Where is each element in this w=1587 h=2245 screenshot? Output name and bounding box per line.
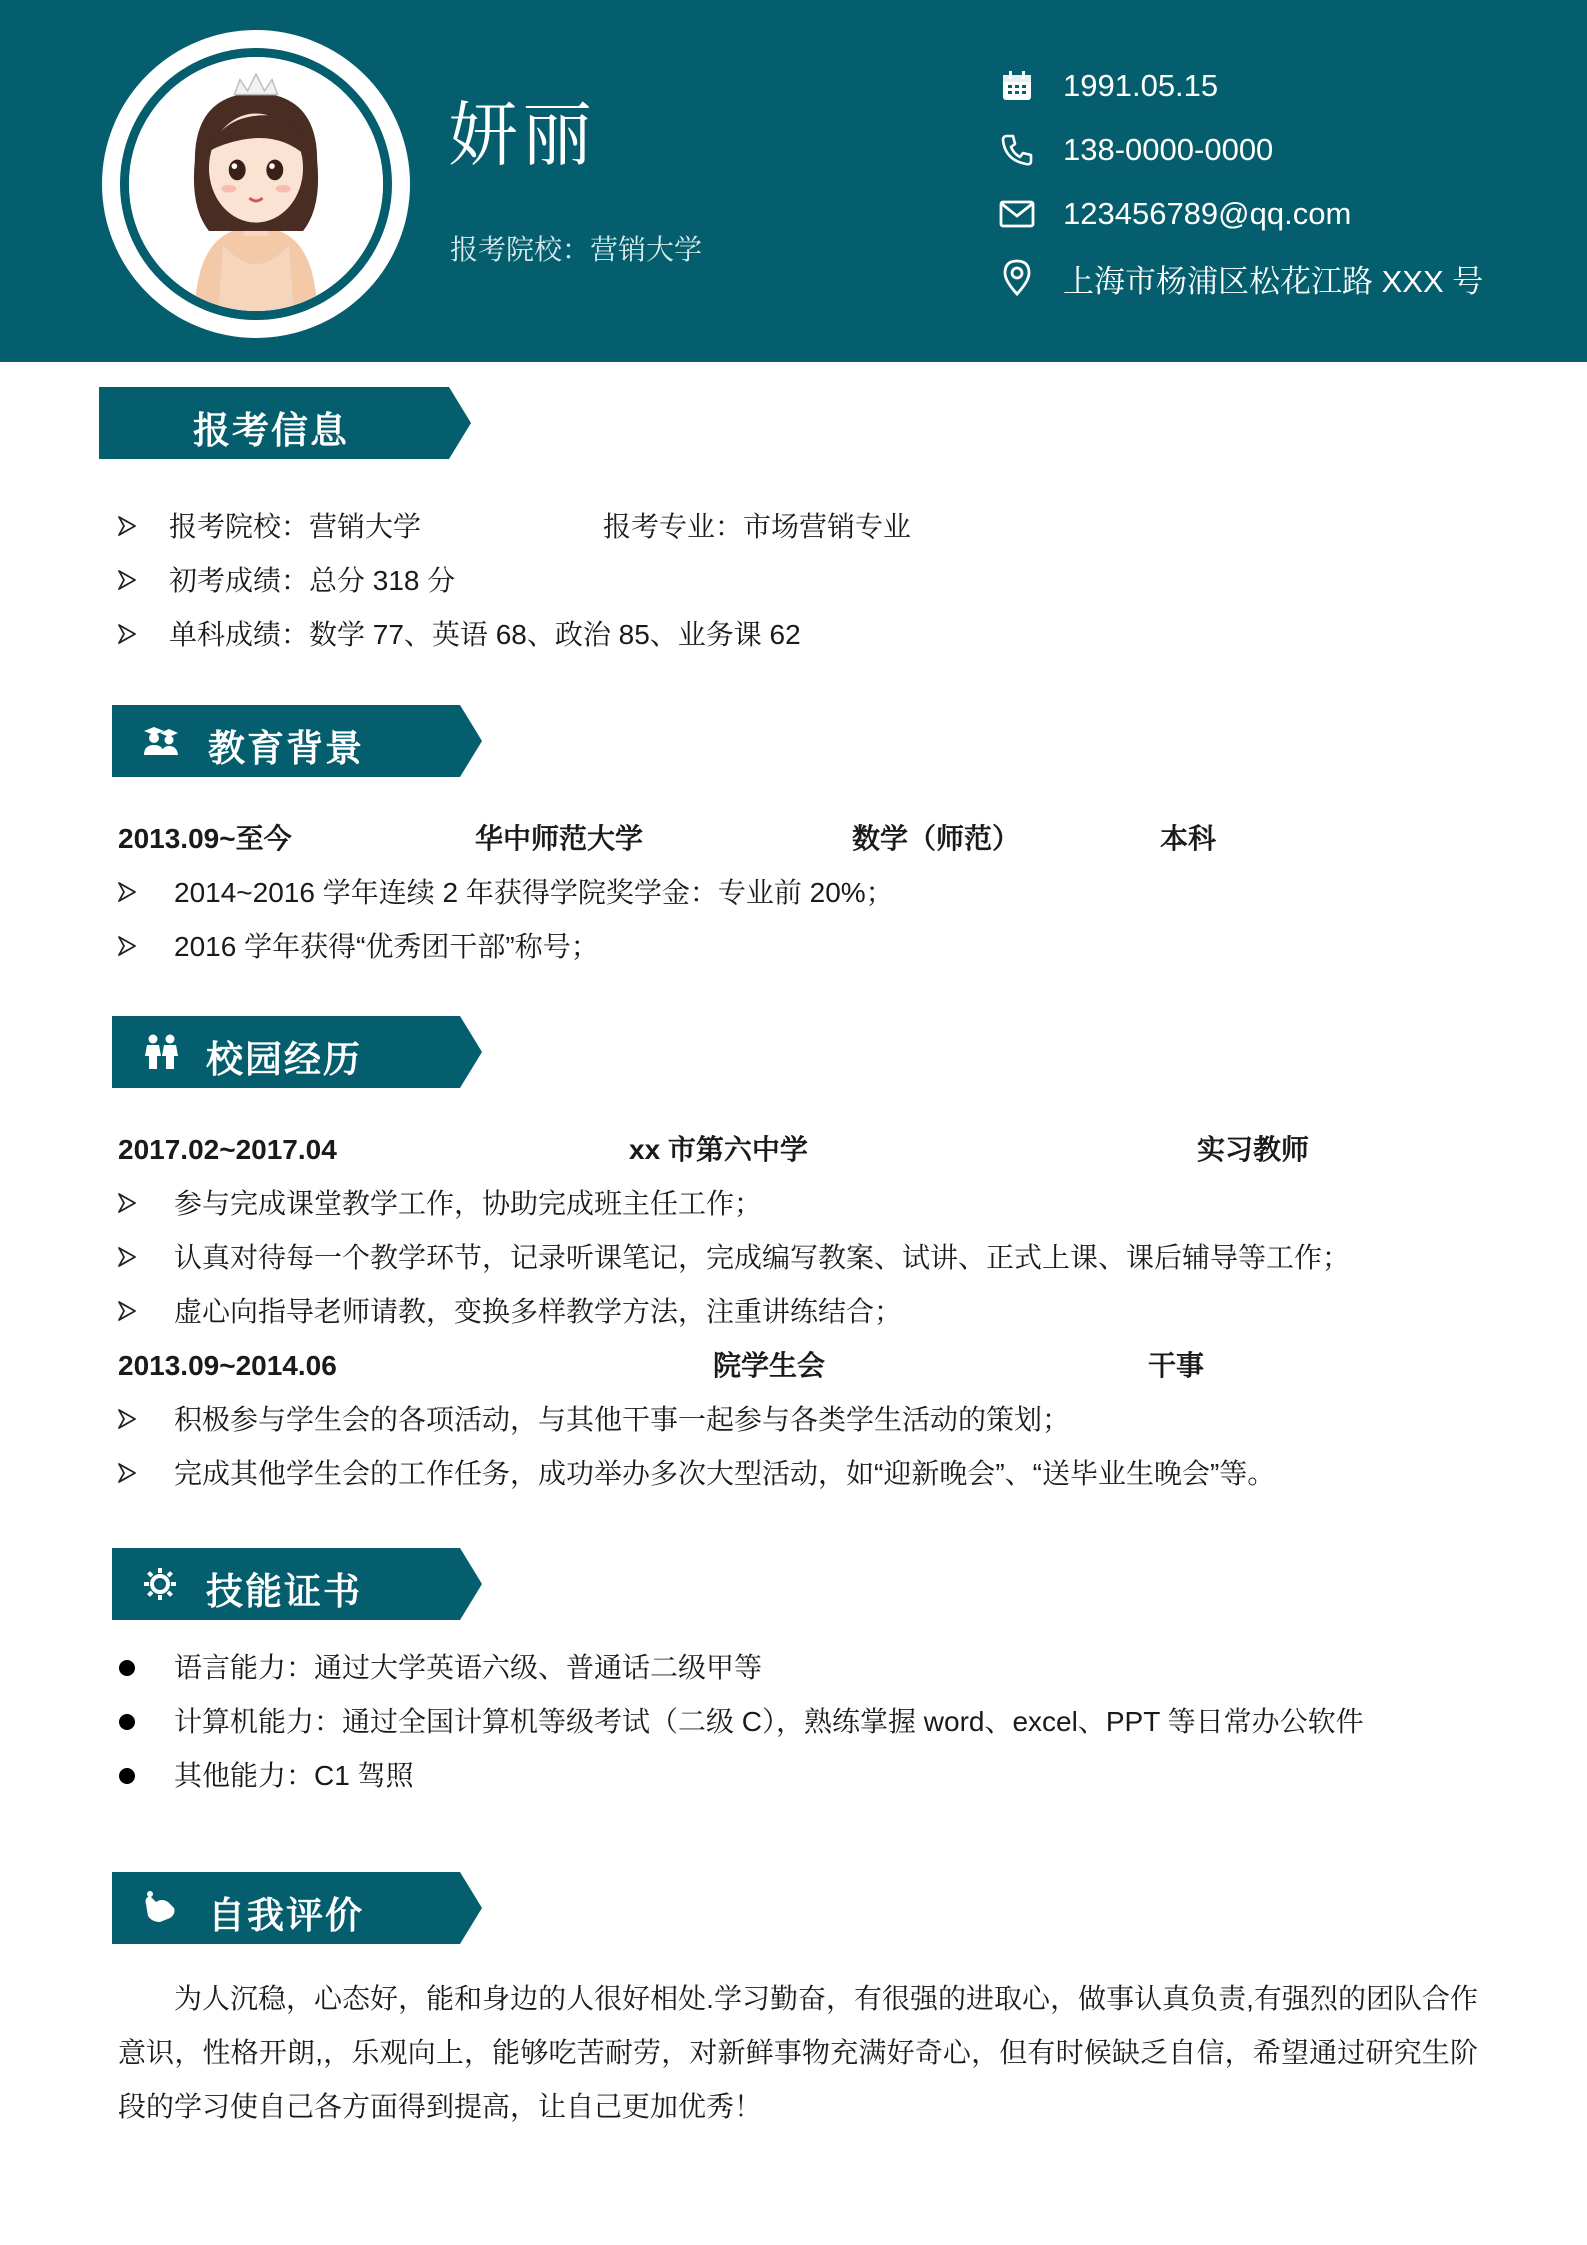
contact-phone xyxy=(998,130,1273,170)
location-pin-icon xyxy=(998,259,1036,297)
avatar xyxy=(102,30,410,338)
section-title-campus: 校园经历 xyxy=(206,1039,362,1080)
section-header-application xyxy=(99,387,471,459)
contact-email xyxy=(998,194,1351,234)
education-degree: 本科 xyxy=(1160,823,1217,854)
education-item: 2016 学年获得“优秀团干部”称号； xyxy=(174,931,599,962)
address-text: 上海市杨浦区松花江路 XXX 号 xyxy=(1063,263,1484,299)
application-initial-score: 初考成绩：总分 318 分 xyxy=(169,565,456,596)
arrow-bullet-icon xyxy=(118,936,136,956)
graduates-icon xyxy=(140,723,180,759)
arrow-bullet-icon xyxy=(118,1409,136,1429)
avatar-frame xyxy=(120,48,392,320)
education-major: 数学（师范） xyxy=(852,823,1021,854)
contact-address xyxy=(998,258,1483,298)
thumb-icon xyxy=(140,1890,180,1926)
people-icon xyxy=(142,1034,182,1070)
skill-item: 语言能力：通过大学英语六级、普通话二级甲等 xyxy=(174,1652,763,1683)
avatar-portrait-illustration xyxy=(129,57,383,311)
campus-exp1-role: 实习教师 xyxy=(1197,1134,1310,1165)
target-school: 报考院校：营销大学 xyxy=(450,234,703,265)
mail-icon xyxy=(998,195,1036,233)
application-subject-scores: 单科成绩：数学 77、英语 68、政治 85、业务课 62 xyxy=(169,619,801,650)
arrow-bullet-icon xyxy=(118,1247,136,1267)
campus-exp1-item: 虚心向指导老师请教，变换多样教学方法，注重讲练结合； xyxy=(174,1296,903,1327)
application-major: 报考专业：市场营销专业 xyxy=(603,511,912,542)
arrow-bullet-icon xyxy=(118,516,136,536)
section-title-skills: 技能证书 xyxy=(206,1571,362,1612)
education-item: 2014~2016 学年连续 2 年获得学院奖学金：专业前 20%； xyxy=(174,877,894,908)
campus-exp1-org: xx 市第六中学 xyxy=(629,1134,808,1165)
header-banner xyxy=(0,0,1587,362)
section-title-education: 教育背景 xyxy=(208,728,364,769)
section-title-application: 报考信息 xyxy=(193,410,349,451)
application-school: 报考院校：营销大学 xyxy=(169,511,422,542)
skill-item: 其他能力：C1 驾照 xyxy=(174,1760,414,1791)
campus-exp1-item: 参与完成课堂教学工作，协助完成班主任工作； xyxy=(174,1188,763,1219)
phone-text[interactable]: 138-0000-0000 xyxy=(1063,132,1274,167)
calendar-icon xyxy=(998,67,1036,105)
arrow-bullet-icon xyxy=(118,1193,136,1213)
education-period: 2013.09~至今 xyxy=(118,823,292,854)
section-header-campus xyxy=(112,1016,482,1088)
birthday-text: 1991.05.15 xyxy=(1063,68,1219,103)
campus-exp2-item: 完成其他学生会的工作任务，成功举办多次大型活动，如“迎新晚会”、“送毕业生晚会”等。 xyxy=(174,1458,1276,1489)
campus-exp1-item: 认真对待每一个教学环节，记录听课笔记，完成编写教案、试讲、正式上课、课后辅导等工作； xyxy=(174,1242,1351,1273)
bullet-dot-icon xyxy=(119,1714,135,1730)
education-school: 华中师范大学 xyxy=(475,823,644,854)
section-header-education xyxy=(112,705,482,777)
section-header-skills xyxy=(112,1548,482,1620)
bullet-dot-icon xyxy=(119,1660,135,1676)
arrow-bullet-icon xyxy=(118,1301,136,1321)
phone-icon xyxy=(998,131,1036,169)
campus-exp2-item: 积极参与学生会的各项活动，与其他干事一起参与各类学生活动的策划； xyxy=(174,1404,1071,1435)
arrow-bullet-icon xyxy=(118,882,136,902)
contact-birthday xyxy=(998,66,1218,106)
arrow-bullet-icon xyxy=(118,570,136,590)
candidate-name: 妍丽 xyxy=(448,96,596,174)
campus-exp2-org: 院学生会 xyxy=(713,1350,826,1381)
skill-item: 计算机能力：通过全国计算机等级考试（二级 C），熟练掌握 word、excel、PPT 等日常办公软件 xyxy=(174,1706,1364,1737)
campus-exp1-period: 2017.02~2017.04 xyxy=(118,1134,337,1165)
gear-icon xyxy=(140,1566,180,1602)
email-text[interactable]: 123456789@qq.com xyxy=(1063,196,1352,231)
campus-exp2-period: 2013.09~2014.06 xyxy=(118,1350,337,1381)
arrow-bullet-icon xyxy=(118,624,136,644)
section-header-self-eval xyxy=(112,1872,482,1944)
self-evaluation-paragraph: 为人沉稳，心态好，能和身边的人很好相处.学习勤奋，有很强的进取心，做事认真负责,有强烈的团队合作意识，性格开朗,，乐观向上，能够吃苦耐劳，对新鲜事物充满好奇心，但有时候缺乏自信，希望通过研究生阶段的学习使自己各方面得到提高，让自己更加优秀！ xyxy=(118,1983,1478,2122)
campus-exp2-role: 干事 xyxy=(1148,1350,1205,1381)
arrow-bullet-icon xyxy=(118,1463,136,1483)
bullet-dot-icon xyxy=(119,1768,135,1784)
section-title-self-eval: 自我评价 xyxy=(208,1895,364,1936)
